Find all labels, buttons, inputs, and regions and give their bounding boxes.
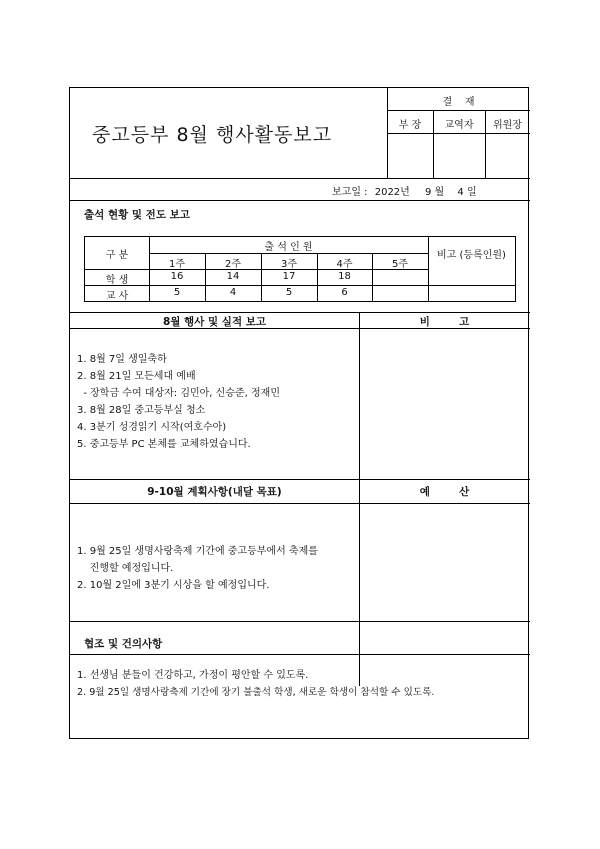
list-item: 5. 중고등부 PC 본체를 교체하였습니다.: [77, 439, 251, 450]
approval-line: [387, 110, 530, 111]
list-item: 진행할 예정입니다.: [77, 563, 174, 574]
column-divider: [359, 312, 360, 686]
approval-line: [387, 133, 530, 134]
section-divider: [70, 200, 530, 201]
report-date: [332, 183, 477, 198]
table-cell: 18: [338, 271, 351, 282]
report-date-year: 2022년: [374, 187, 410, 198]
table-cell: 5: [173, 287, 181, 298]
report-document: [69, 87, 529, 739]
section-divider: [70, 503, 530, 504]
table-cell: 4: [229, 287, 237, 298]
approval-role-chair: 위원장: [493, 120, 522, 131]
section-divider: [70, 312, 530, 313]
table-cell: 6: [341, 287, 348, 298]
list-item: 2. 10월 2일에 3분기 시상을 할 예정입니다.: [77, 580, 270, 591]
plans-heading: 9-10월 계획사항(내달 목표): [147, 486, 282, 498]
section-divider: [70, 479, 530, 480]
section-divider: [70, 178, 530, 179]
row-label-students: 학 생: [105, 275, 129, 286]
list-item: 2. 9월 25일 생명사랑축제 기간에 장기 불출석 학생, 새로운 학생이 참석할 수 있도록.: [77, 687, 435, 698]
report-title: 중고등부 8월 행사활동보고: [92, 124, 333, 146]
budget-heading: 예 산: [419, 486, 470, 498]
week-header: 3주: [280, 259, 298, 270]
attendance-table: [84, 236, 516, 302]
attendance-heading: 출석 현황 및 전도 보고: [84, 209, 190, 221]
list-item: 1. 8월 7일 생일축하: [77, 354, 167, 365]
week-header: 1주: [168, 259, 186, 270]
table-cell: 16: [170, 271, 184, 282]
row-label-teachers: 교 사: [105, 291, 129, 302]
report-date-day: 4 일: [457, 187, 477, 198]
list-item: 2. 8월 21일 모든세대 예배: [77, 371, 196, 382]
week-header: 2주: [224, 259, 242, 270]
report-date-month: 9 월: [425, 187, 445, 198]
list-item: 4. 3분기 성경읽기 시작(여호수아): [77, 422, 227, 433]
list-item: 3. 8월 28일 중고등부실 청소: [77, 405, 206, 416]
col-attendance-header: 출 석 인 원: [264, 242, 313, 253]
report-date-label: 보고일 :: [332, 187, 368, 198]
table-cell: 17: [282, 271, 296, 282]
events-list: [77, 351, 280, 453]
section-divider: [70, 654, 530, 655]
week-header: 4주: [336, 259, 353, 270]
requests-list: [77, 667, 434, 701]
list-item: - 장학금 수여 대상자: 김민아, 신승준, 정재민: [77, 388, 280, 399]
week-header: 5주: [391, 259, 409, 270]
requests-heading: 협조 및 건의사항: [84, 638, 163, 650]
table-line: [85, 285, 515, 286]
list-item: 1. 9월 25일 생명사랑축제 기간에 중고등부에서 축제를: [77, 546, 318, 557]
col-group-header: 구 분: [105, 250, 129, 261]
approval-role-head: 부 장: [398, 120, 422, 131]
approval-role-pastor: 교역자: [444, 120, 474, 131]
col-note-header: 비고 (등록인원): [437, 250, 506, 261]
section-divider: [70, 621, 530, 622]
plans-list: [77, 543, 318, 594]
events-heading: 8월 행사 및 실적 보고: [162, 316, 267, 328]
table-line: [149, 253, 428, 254]
section-divider: [70, 328, 530, 329]
list-item: 1. 선생님 분들이 건강하고, 가정이 평안할 수 있도록.: [77, 670, 309, 681]
table-cell: 14: [226, 271, 240, 282]
table-cell: 5: [285, 287, 293, 298]
events-note-heading: 비 고: [419, 316, 470, 328]
approval-header: 결 재: [442, 97, 475, 108]
